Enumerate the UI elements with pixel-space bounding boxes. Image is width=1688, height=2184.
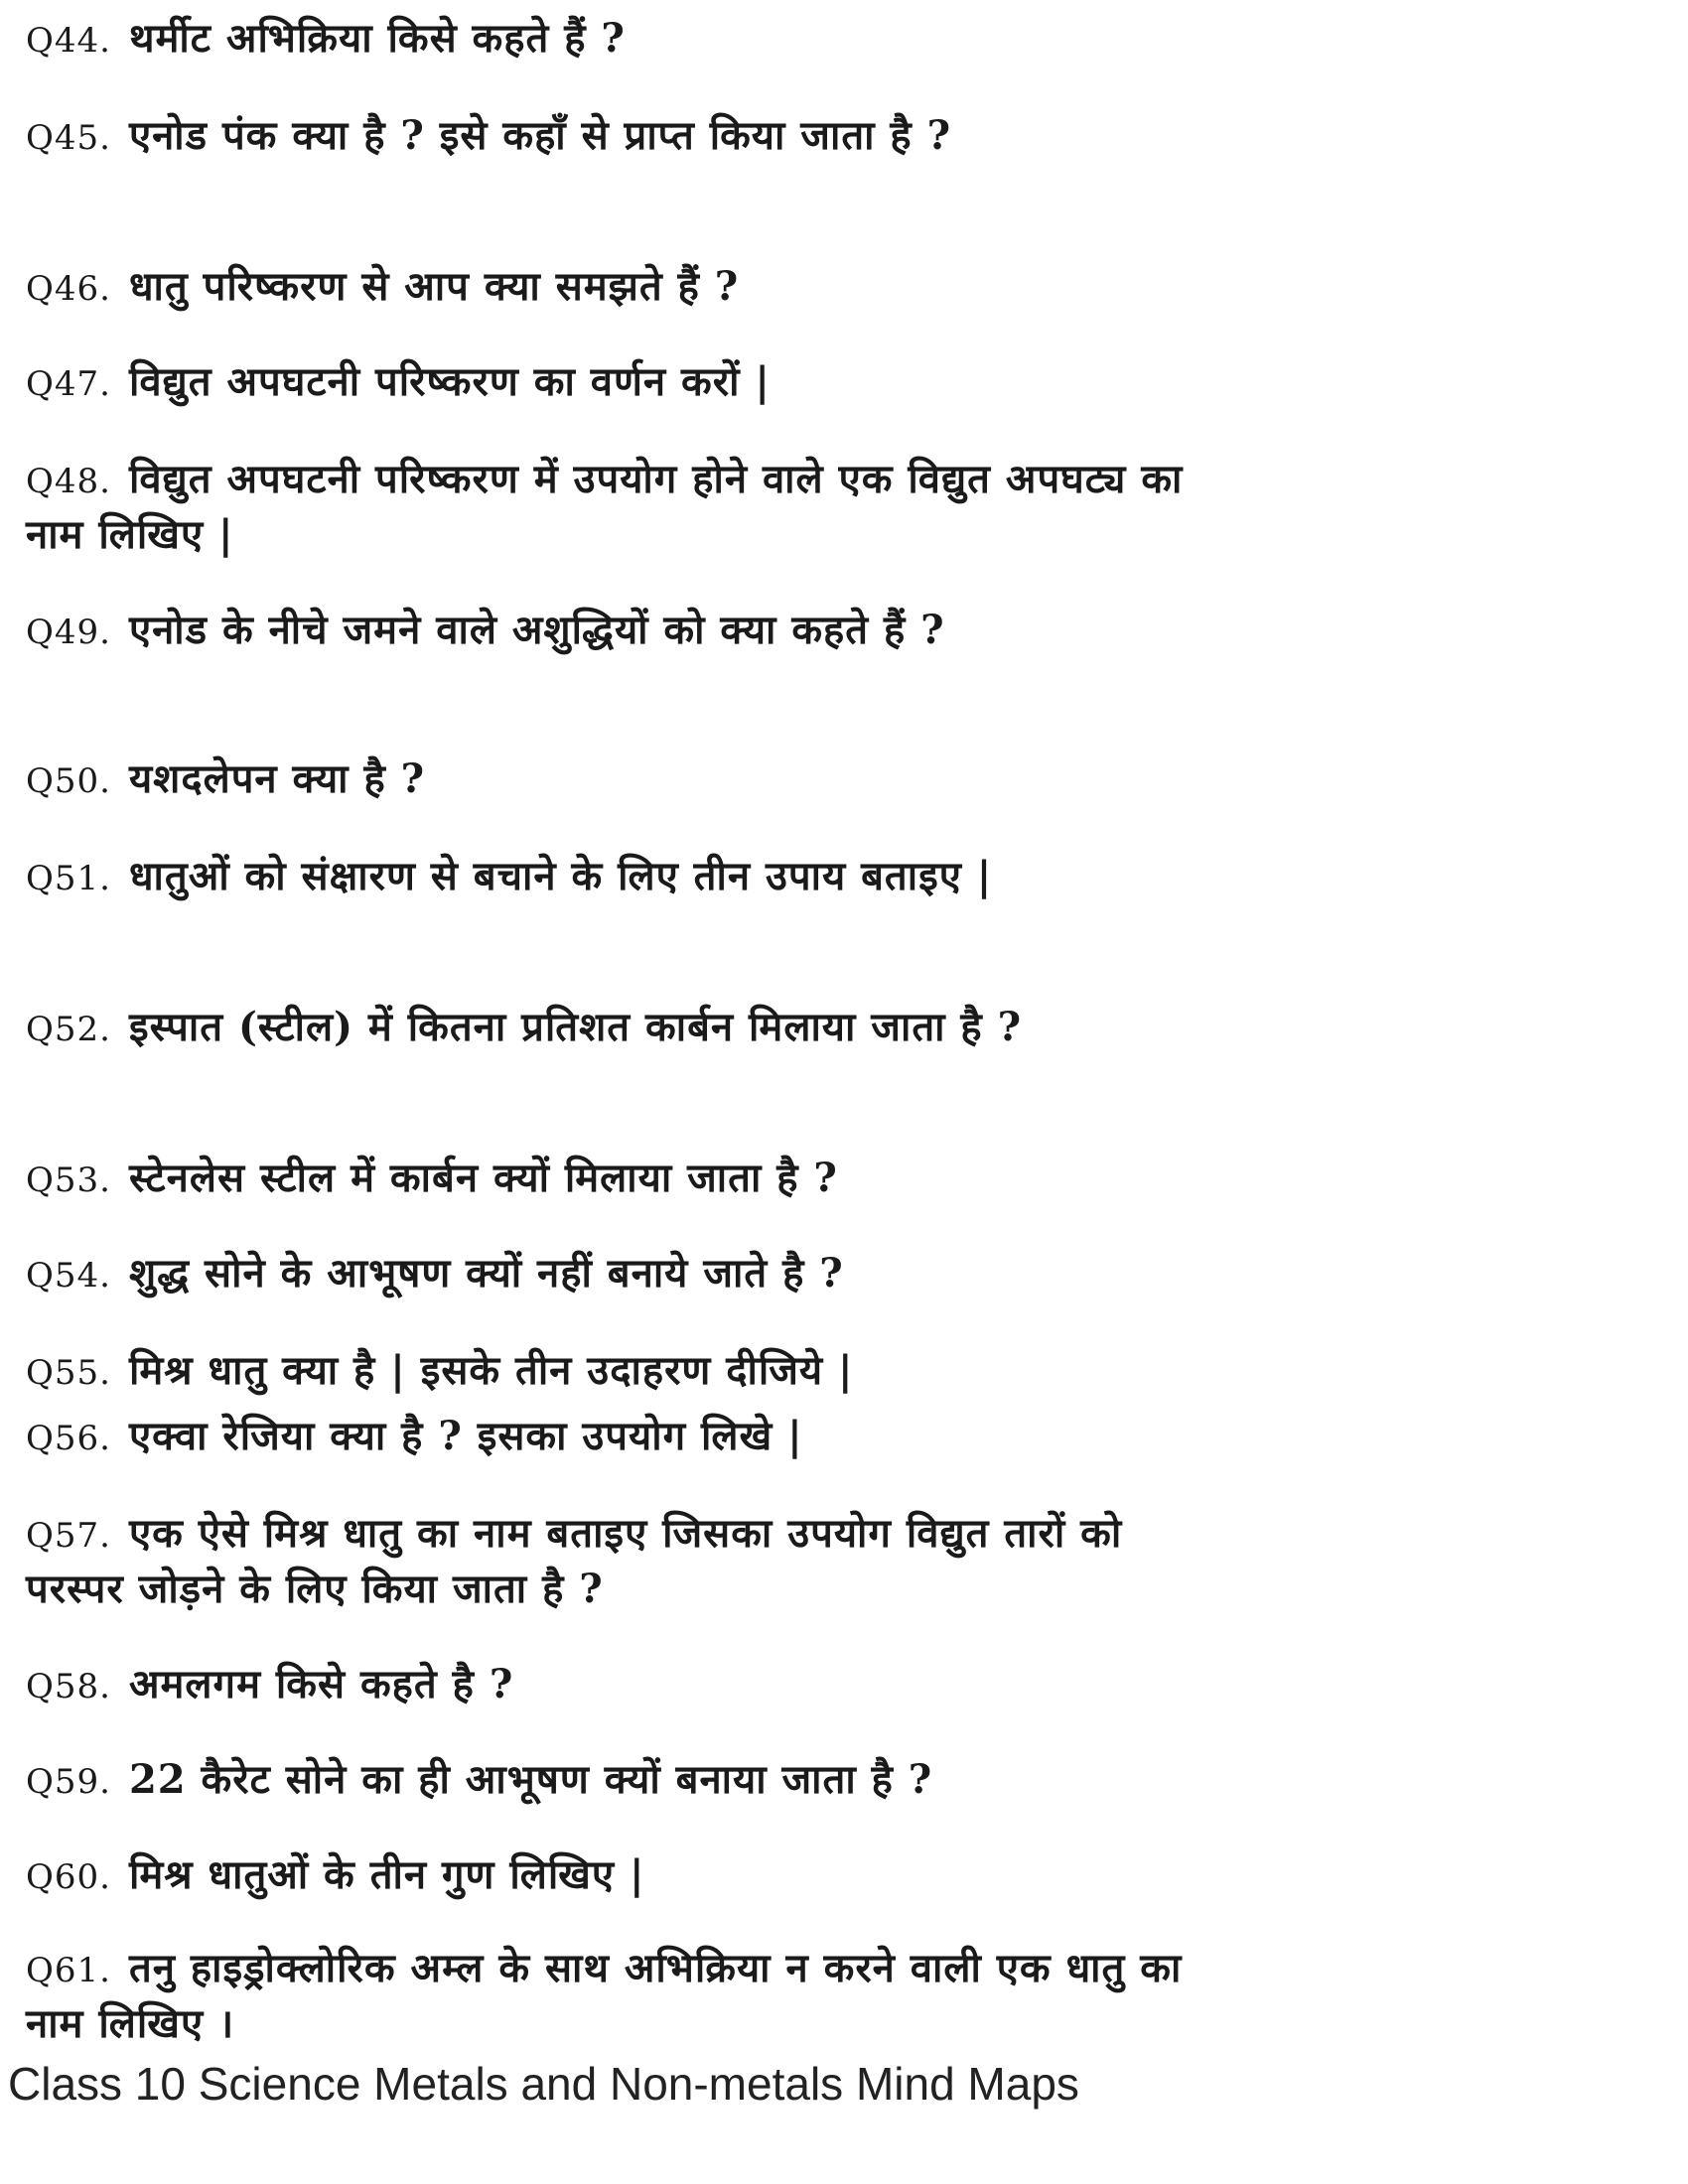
question-text: एक ऐसे मिश्र धातु का नाम बताइए जिसका उपयोग विद्युत तारों को परस्पर जोड़ने के लिए किया जाता है ? xyxy=(26,1510,1123,1612)
question-number: Q61. xyxy=(26,1951,111,1990)
question-47 xyxy=(26,355,1197,411)
question-text: यशदलेपन क्या है ? xyxy=(128,755,426,802)
question-55 xyxy=(26,1344,1197,1400)
question-number: Q48. xyxy=(26,462,111,501)
question-number: Q53. xyxy=(26,1160,111,1200)
question-59 xyxy=(26,1753,1197,1809)
question-number: Q46. xyxy=(26,269,111,309)
question-50 xyxy=(26,752,1197,808)
question-text: मिश्र धातुओं के तीन गुण लिखिए | xyxy=(128,1851,645,1898)
question-53 xyxy=(26,1152,1197,1207)
question-number: Q55. xyxy=(26,1353,111,1393)
question-60 xyxy=(26,1848,1197,1904)
question-51 xyxy=(26,850,1197,905)
question-text: धातु परिष्करण से आप क्या समझते हैं ? xyxy=(128,263,740,310)
question-number: Q47. xyxy=(26,364,111,404)
page-footer: Class 10 Science Metals and Non-metals Mind Maps xyxy=(8,2058,1079,2110)
question-text: विद्युत अपघटनी परिष्करण का वर्णन करों | xyxy=(128,358,771,405)
question-number: Q54. xyxy=(26,1256,111,1296)
question-text: एनोड के नीचे जमने वाले अशुद्धियों को क्या कहते हैं ? xyxy=(128,607,945,653)
question-text: मिश्र धातु क्या है | इसके तीन उदाहरण दीजिये | xyxy=(128,1347,854,1394)
question-number: Q56. xyxy=(26,1419,111,1458)
question-text: धातुओं को संक्षारण से बचाने के लिए तीन उपाय बताइए | xyxy=(128,853,993,899)
question-58 xyxy=(26,1658,1197,1713)
question-number: Q59. xyxy=(26,1762,111,1802)
question-number: Q60. xyxy=(26,1857,111,1897)
question-text: तनु हाइड्रोक्लोरिक अम्ल के साथ अभिक्रिया न करने वाली एक धातु का नाम लिखिए । xyxy=(26,1945,1183,2047)
question-number: Q58. xyxy=(26,1667,111,1706)
question-text: शुद्ध सोने के आभूषण क्यों नहीं बनाये जाते है ? xyxy=(128,1250,844,1297)
question-52 xyxy=(26,1001,1197,1056)
question-49 xyxy=(26,604,1197,659)
question-text: एनोड पंक क्या है ? इसे कहाँ से प्राप्त किया जाता है ? xyxy=(128,112,952,159)
question-44 xyxy=(26,12,1197,68)
question-text: अमलगम किसे कहते है ? xyxy=(128,1661,514,1707)
question-text: थर्मीट अभिक्रिया किसे कहते हैं ? xyxy=(128,15,626,62)
question-text: स्टेनलेस स्टील में कार्बन क्यों मिलाया जाता है ? xyxy=(128,1155,838,1201)
question-54 xyxy=(26,1247,1197,1302)
question-number: Q49. xyxy=(26,613,111,652)
question-61 xyxy=(26,1942,1197,2051)
question-48 xyxy=(26,453,1197,562)
question-45 xyxy=(26,109,1197,165)
question-number: Q52. xyxy=(26,1010,111,1049)
question-text: इस्पात (स्टील) में कितना प्रतिशत कार्बन मिलाया जाता है ? xyxy=(128,1004,1023,1050)
question-46 xyxy=(26,260,1197,316)
question-number: Q50. xyxy=(26,761,111,801)
question-number: Q45. xyxy=(26,118,111,158)
question-number: Q51. xyxy=(26,859,111,898)
question-56 xyxy=(26,1410,1197,1465)
question-text: एक्वा रेजिया क्या है ? इसका उपयोग लिखे | xyxy=(128,1413,803,1459)
question-text: 22 कैरेट सोने का ही आभूषण क्यों बनाया जाता है ? xyxy=(128,1756,933,1803)
question-57 xyxy=(26,1507,1197,1616)
question-number: Q57. xyxy=(26,1516,111,1556)
question-number: Q44. xyxy=(26,21,111,61)
question-text: विद्युत अपघटनी परिष्करण में उपयोग होने वाले एक विद्युत अपघट्य का नाम लिखिए | xyxy=(26,456,1184,558)
